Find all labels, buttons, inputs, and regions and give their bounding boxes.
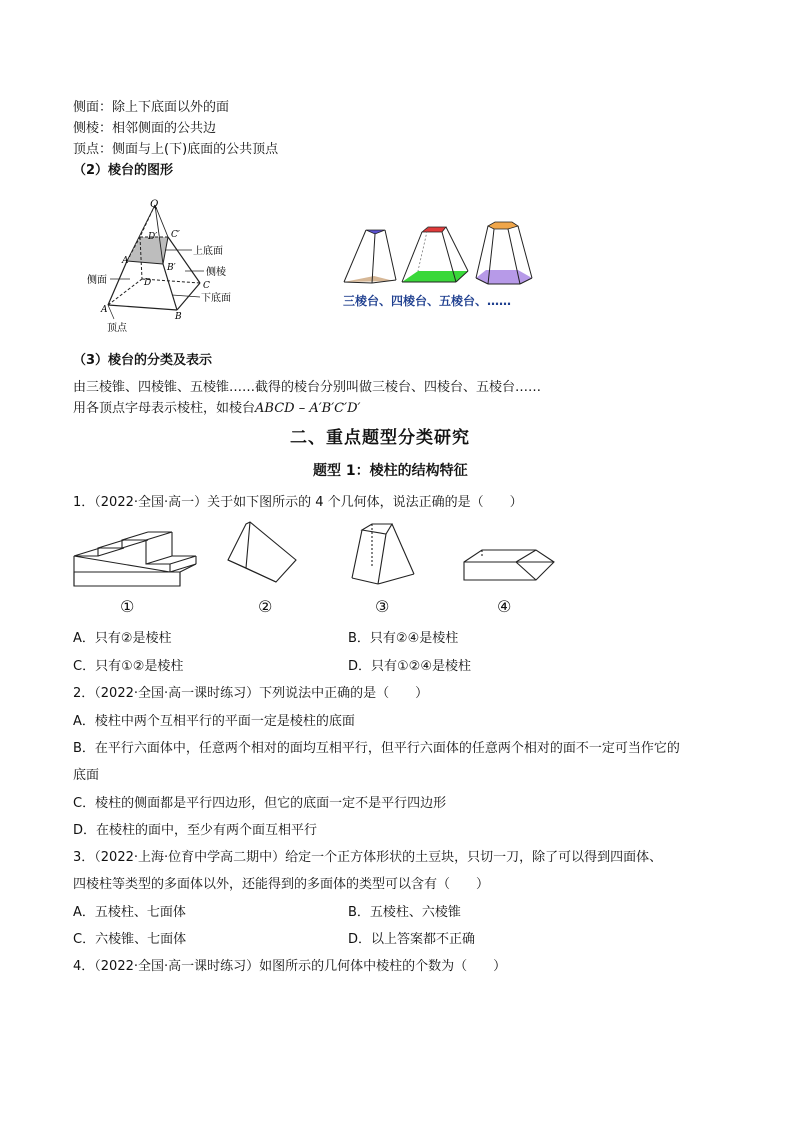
q3-stem-line-1: 3．（2022·上海·位育中学高二期中）给定一个正方体形状的土豆块，只切一刀，除了可以得到四面体、	[73, 850, 663, 865]
label-B: B	[175, 312, 182, 322]
q3-option-c: C．六棱锥、七面体	[73, 932, 187, 947]
slanted-prism	[228, 522, 296, 582]
intro-line-2: 侧棱：相邻侧面的公共边	[73, 121, 217, 136]
q1-label-2: ②	[258, 597, 273, 616]
q1-option-c: C．只有①②是棱柱	[73, 659, 184, 674]
frustum-formula: ABCD – A′B′C′D′	[255, 401, 361, 416]
label-A: A	[101, 305, 108, 315]
label-top-base: 上底面	[193, 246, 223, 257]
label-D1: D′	[148, 232, 158, 242]
q1-stem: 1．（2022·全国·高一）关于如下图所示的 4 个几何体，说法正确的是（ ）	[73, 495, 523, 510]
type-1-title: 题型 1：棱柱的结构特征	[313, 463, 468, 479]
staircase-prism	[74, 532, 196, 586]
section-3-line-2	[73, 397, 360, 416]
section-3-line-1: 由三棱锥、四棱锥、五棱锥……截得的棱台分别叫做三棱台、四棱台、五棱台……	[73, 380, 542, 395]
q3-option-a: A．五棱柱、七面体	[73, 905, 186, 920]
label-D: D	[144, 278, 152, 288]
q2-option-b-line-1: B．在平行六面体中，任意两个相对的面均互相平行，但平行六面体的任意两个相对的面不一定可当作它的	[73, 741, 680, 756]
q1-label-1: ①	[120, 597, 135, 616]
q2-stem: 2．（2022·全国·高一课时练习）下列说法中正确的是（ ）	[73, 686, 429, 701]
section-3-title: （3）棱台的分类及表示	[73, 353, 213, 368]
q3-option-b: B．五棱柱、六棱锥	[348, 905, 461, 920]
pentagonal-frustum	[476, 222, 532, 284]
label-A1: A′	[122, 256, 131, 266]
section-3-line-2-prefix: 用各顶点字母表示棱柱，如棱台	[73, 401, 256, 416]
q1-option-a: A．只有②是棱柱	[73, 631, 172, 646]
intro-line-3: 顶点：侧面与上(下)底面的公共顶点	[73, 142, 279, 157]
section-2-title: （2）棱台的图形	[73, 163, 174, 178]
frustum-types-caption: 三棱台、四棱台、五棱台、……	[343, 294, 512, 308]
q4-stem: 4．（2022·全国·高一课时练习）如图所示的几何体中棱柱的个数为（ ）	[73, 959, 507, 974]
q2-option-d: D．在棱柱的面中，至少有两个面互相平行	[73, 823, 318, 838]
frustum-types-figure	[338, 218, 538, 294]
section-title: 二、重点题型分类研究	[290, 428, 470, 448]
label-C1: C′	[171, 230, 180, 240]
q3-option-d: D．以上答案都不正确	[348, 932, 476, 947]
q1-option-b: B．只有②④是棱柱	[348, 631, 459, 646]
frustum-solid	[352, 524, 414, 584]
label-lateral-face: 侧面	[87, 275, 107, 286]
quadrilateral-frustum	[402, 227, 468, 282]
triangular-frustum	[344, 230, 396, 283]
q2-option-b-line-2: 底面	[73, 768, 100, 783]
trapezoid-prism	[464, 550, 554, 580]
q1-label-3: ③	[375, 597, 390, 616]
q3-stem-line-2: 四棱柱等类型的多面体以外，还能得到的多面体的类型可以含有（ ）	[73, 877, 490, 892]
q2-option-a: A．棱柱中两个互相平行的平面一定是棱柱的底面	[73, 714, 355, 729]
q2-option-c: C．棱柱的侧面都是平行四边形，但它的底面一定不是平行四边形	[73, 796, 447, 811]
label-C: C	[203, 281, 210, 291]
label-B1: B′	[167, 263, 176, 273]
label-lateral-edge: 侧棱	[206, 267, 226, 278]
intro-line-1: 侧面：除上下底面以外的面	[73, 100, 230, 115]
label-vertex: 顶点	[107, 323, 127, 334]
frustum-diagram	[82, 195, 272, 340]
label-Q: Q	[150, 199, 159, 210]
q1-label-4: ④	[497, 597, 512, 616]
q1-solids-figure	[70, 520, 560, 592]
q1-option-d: D．只有①②④是棱柱	[348, 659, 471, 674]
label-bottom-base: 下底面	[201, 293, 231, 304]
